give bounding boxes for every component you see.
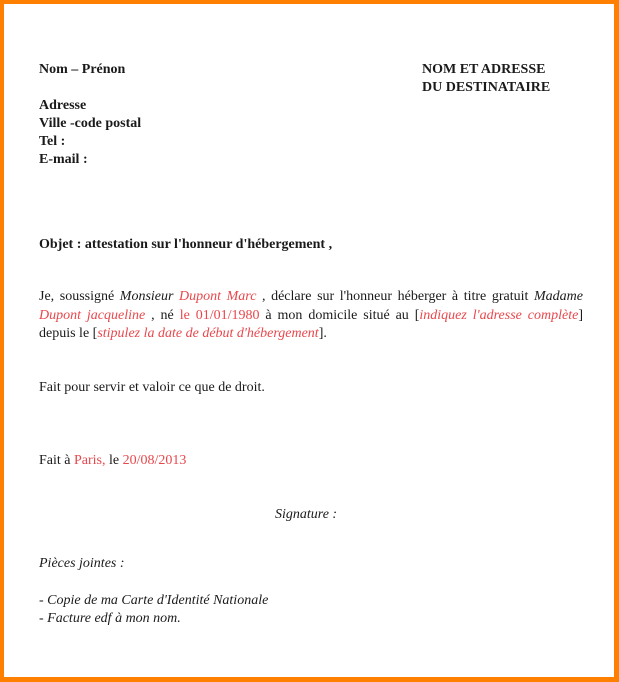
recipient-line-1: NOM ET ADRESSE bbox=[422, 62, 546, 77]
birth-date: le 01/01/1980 bbox=[179, 307, 260, 323]
recipient-line-2: DU DESTINATAIRE bbox=[422, 80, 551, 95]
sender-address-label: Adresse bbox=[39, 98, 87, 113]
body-text: à mon domicile situé au [ bbox=[259, 307, 420, 323]
sender-name-label: Nom – Prénon bbox=[39, 62, 126, 77]
attachment-item: - Copie de ma Carte d'Identité Nationale bbox=[39, 593, 269, 608]
closing-line: Fait pour servir et valoir ce que de droit. bbox=[39, 380, 265, 395]
attachments-list bbox=[39, 592, 268, 628]
start-date-placeholder: stipulez la date de début d'hébergement bbox=[97, 326, 319, 341]
address-placeholder: indiquez l'adresse complète bbox=[419, 307, 579, 323]
sender-city-label: Ville -code postal bbox=[39, 116, 142, 131]
place-prefix: Fait à bbox=[39, 453, 74, 468]
attachments-title: Pièces jointes : bbox=[39, 556, 125, 571]
signature-label: Signature : bbox=[275, 507, 338, 522]
body-text: , déclare sur l'honneur héberger à titre gratuit bbox=[256, 289, 534, 304]
subject-line: Objet : attestation sur l'honneur d'hébergement , bbox=[39, 237, 333, 252]
guest-title: Madame bbox=[533, 289, 583, 304]
place-date: 20/08/2013 bbox=[122, 453, 187, 468]
host-name: Dupont Marc bbox=[173, 289, 257, 304]
host-title: Monsieur bbox=[119, 289, 174, 304]
place-middle: le bbox=[105, 453, 123, 468]
body-text: Je, soussigné bbox=[39, 289, 120, 304]
attachment-item: - Facture edf à mon nom. bbox=[39, 611, 181, 626]
place-date-line bbox=[39, 453, 186, 469]
body-text: ]. bbox=[318, 326, 327, 341]
place-city: Paris, bbox=[74, 453, 106, 468]
recipient-block bbox=[422, 61, 550, 97]
body-text: ] depuis le [ bbox=[39, 307, 583, 341]
sender-block bbox=[39, 61, 141, 169]
guest-name: Dupont jacqueline bbox=[39, 307, 146, 323]
sender-email-label: E-mail : bbox=[39, 152, 88, 167]
sender-phone-label: Tel : bbox=[39, 134, 66, 149]
body-paragraph bbox=[39, 288, 583, 344]
body-text: , né bbox=[145, 307, 180, 323]
